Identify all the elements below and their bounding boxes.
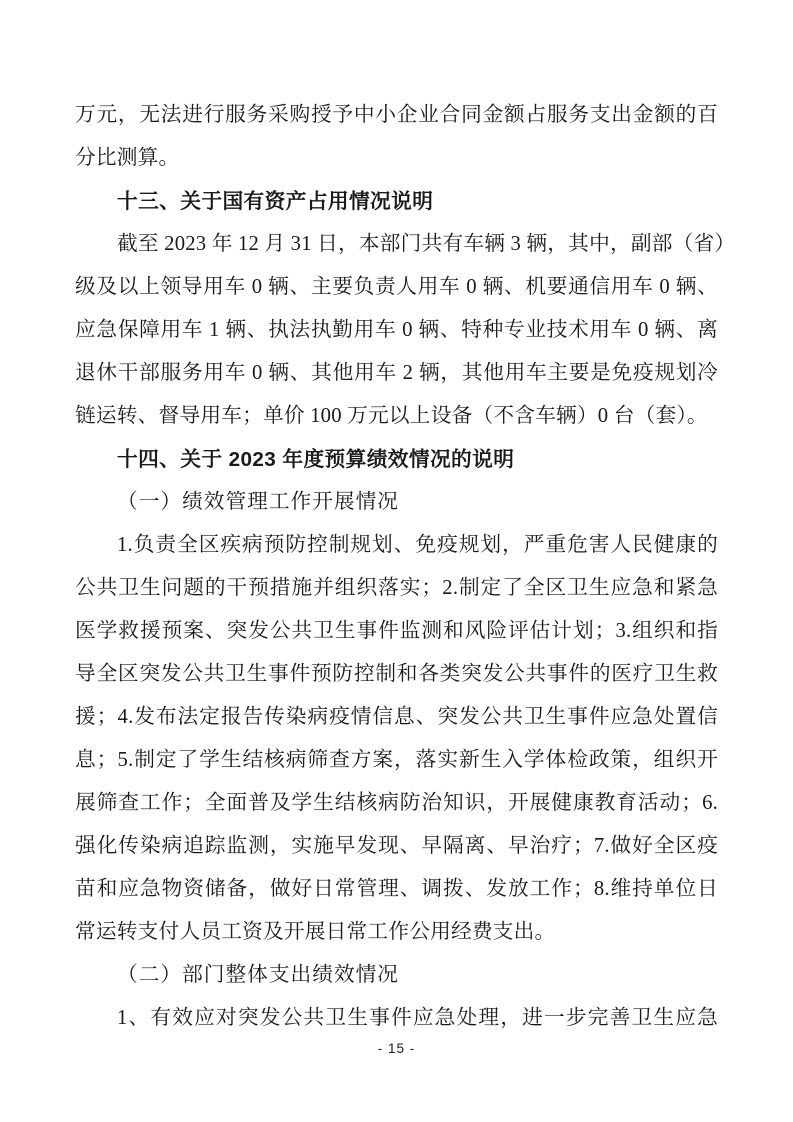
text-line: 级及以上领导用车 0 辆、主要负责人用车 0 辆、机要通信用车 0 辆、 — [75, 276, 718, 298]
text-line: 导全区突发公共卫生事件预防控制和各类突发公共事件的医疗卫生救 — [75, 663, 718, 685]
text-line: 苗和应急物资储备，做好日常管理、调拨、发放工作；8.维持单位日 — [75, 878, 718, 900]
text-line: 链运转、督导用车；单价 100 万元以上设备（不含车辆）0 台（套）。 — [75, 405, 708, 427]
text-line: 常运转支付人员工资及开展日常工作公用经费支出。 — [75, 921, 556, 943]
document-content — [75, 94, 736, 1040]
sub-heading: （一）绩效管理工作开展情况 — [117, 491, 399, 513]
text-line: 截至 2023 年 12 月 31 日，本部门共有车辆 3 辆，其中，副部（省） — [117, 233, 736, 255]
text-line: 1、有效应对突发公共卫生事件应急处理，进一步完善卫生应急 — [117, 1007, 718, 1029]
text-line: 息；5.制定了学生结核病筛查方案，落实新生入学体检政策，组织开 — [75, 749, 718, 771]
text-line: 医学救援预案、突发公共卫生事件监测和风险评估计划；3.组织和指 — [75, 620, 718, 642]
text-line: 退休干部服务用车 0 辆、其他用车 2 辆，其他用车主要是免疫规划冷 — [75, 362, 718, 384]
text-line: 应急保障用车 1 辆、执法执勤用车 0 辆、特种专业技术用车 0 辆、离 — [75, 319, 718, 341]
page-number: - 15 - — [377, 1041, 416, 1056]
section-heading: 十四、关于 2023 年度预算绩效情况的说明 — [117, 448, 515, 471]
text-line: 援；4.发布法定报告传染病疫情信息、突发公共卫生事件应急处置信 — [75, 706, 718, 728]
text-line: 强化传染病追踪监测，实施早发现、早隔离、早治疗；7.做好全区疫 — [75, 835, 718, 857]
text-line: 万元，无法进行服务采购授予中小企业合同金额占服务支出金额的百 — [75, 104, 718, 126]
text-line: 展筛查工作；全面普及学生结核病防治知识，开展健康教育活动；6. — [75, 792, 718, 814]
text-line: 1.负责全区疾病预防控制规划、免疫规划，严重危害人民健康的 — [117, 534, 718, 556]
text-line: 分比测算。 — [75, 147, 180, 169]
section-heading: 十三、关于国有资产占用情况说明 — [117, 190, 434, 213]
sub-heading: （二）部门整体支出绩效情况 — [117, 964, 399, 986]
text-line: 公共卫生问题的干预措施并组织落实；2.制定了全区卫生应急和紧急 — [75, 577, 718, 599]
